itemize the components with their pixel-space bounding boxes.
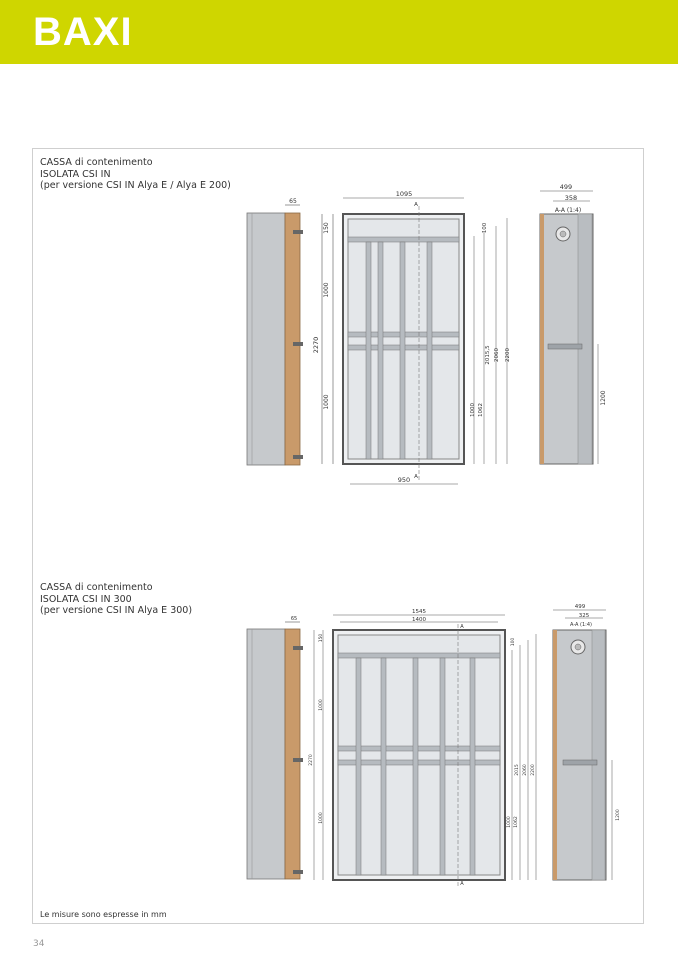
h-2060-label: 2060 [523,764,528,776]
section1-caption-line2: ISOLATA CSI IN [40,168,111,180]
side-view-2 [247,616,303,879]
width-inner-label: 1400 [412,617,426,623]
depth-outer-label: 499 [559,183,573,191]
h-side-label: 1200 [600,390,607,406]
width-inner-label: 950 [397,476,411,484]
depth-outer-label: 499 [574,604,586,610]
h-top-r-label: 100 [511,637,516,647]
h-low-label: 1000 [319,812,324,824]
units-note: Le misure sono espresse in mm [40,910,167,919]
h-total-label: 2270 [309,754,314,766]
page-number: 34 [33,939,45,949]
width-outer-label: 1095 [395,190,413,198]
cut-marker-top: A [414,202,418,208]
h-top-label: 150 [323,222,330,234]
h-mid-label: 1000 [323,282,330,298]
h-side-label: 1200 [616,809,621,821]
h-2015-label: 2015 [515,764,520,776]
h-2060-label: 2060 [494,348,500,362]
baxi-logo: BAXI [33,10,133,54]
section-label: A-A (1:4) [554,207,582,214]
h-mid-label: 1000 [319,699,324,711]
h-top-r-label: 100 [482,222,488,234]
h-2015-label: 2015,5 [485,345,491,365]
h-top-label: 150 [319,633,324,643]
h-low-label: 1000 [323,394,330,410]
h-2200-label: 2200 [505,348,511,362]
section2-caption-line2: ISOLATA CSI IN 300 [40,593,132,605]
depth-inner-label: 325 [578,613,590,619]
h-1000r-label: 1000 [470,403,476,417]
side-width-label: 65 [290,616,298,622]
cut-marker-bottom: A [460,881,464,887]
section2-caption-line1: CASSA di contenimento [40,582,153,593]
h-1000r-label: 1000 [507,816,512,828]
section-view-2 [553,604,621,880]
h-1062-label: 1062 [514,816,519,828]
section2-caption-line3: (per versione CSI IN Alya E 300) [40,605,193,616]
h-1062-label: 1062 [478,403,484,417]
width-outer-label: 1545 [412,609,426,615]
section-label: A-A (1:4) [570,622,592,628]
cut-marker-bottom: A [414,474,418,480]
section1-caption-line3: (per versione CSI IN Alya E / Alya E 200) [40,180,231,191]
h-total-label: 2270 [312,336,320,354]
h-2200-label: 2200 [531,764,536,776]
depth-inner-label: 358 [564,194,578,202]
front-view-2 [308,609,536,887]
side-width-label: 65 [289,198,297,205]
cut-marker-top: A [460,624,464,630]
section1-caption-line1: CASSA di contenimento [40,157,153,168]
